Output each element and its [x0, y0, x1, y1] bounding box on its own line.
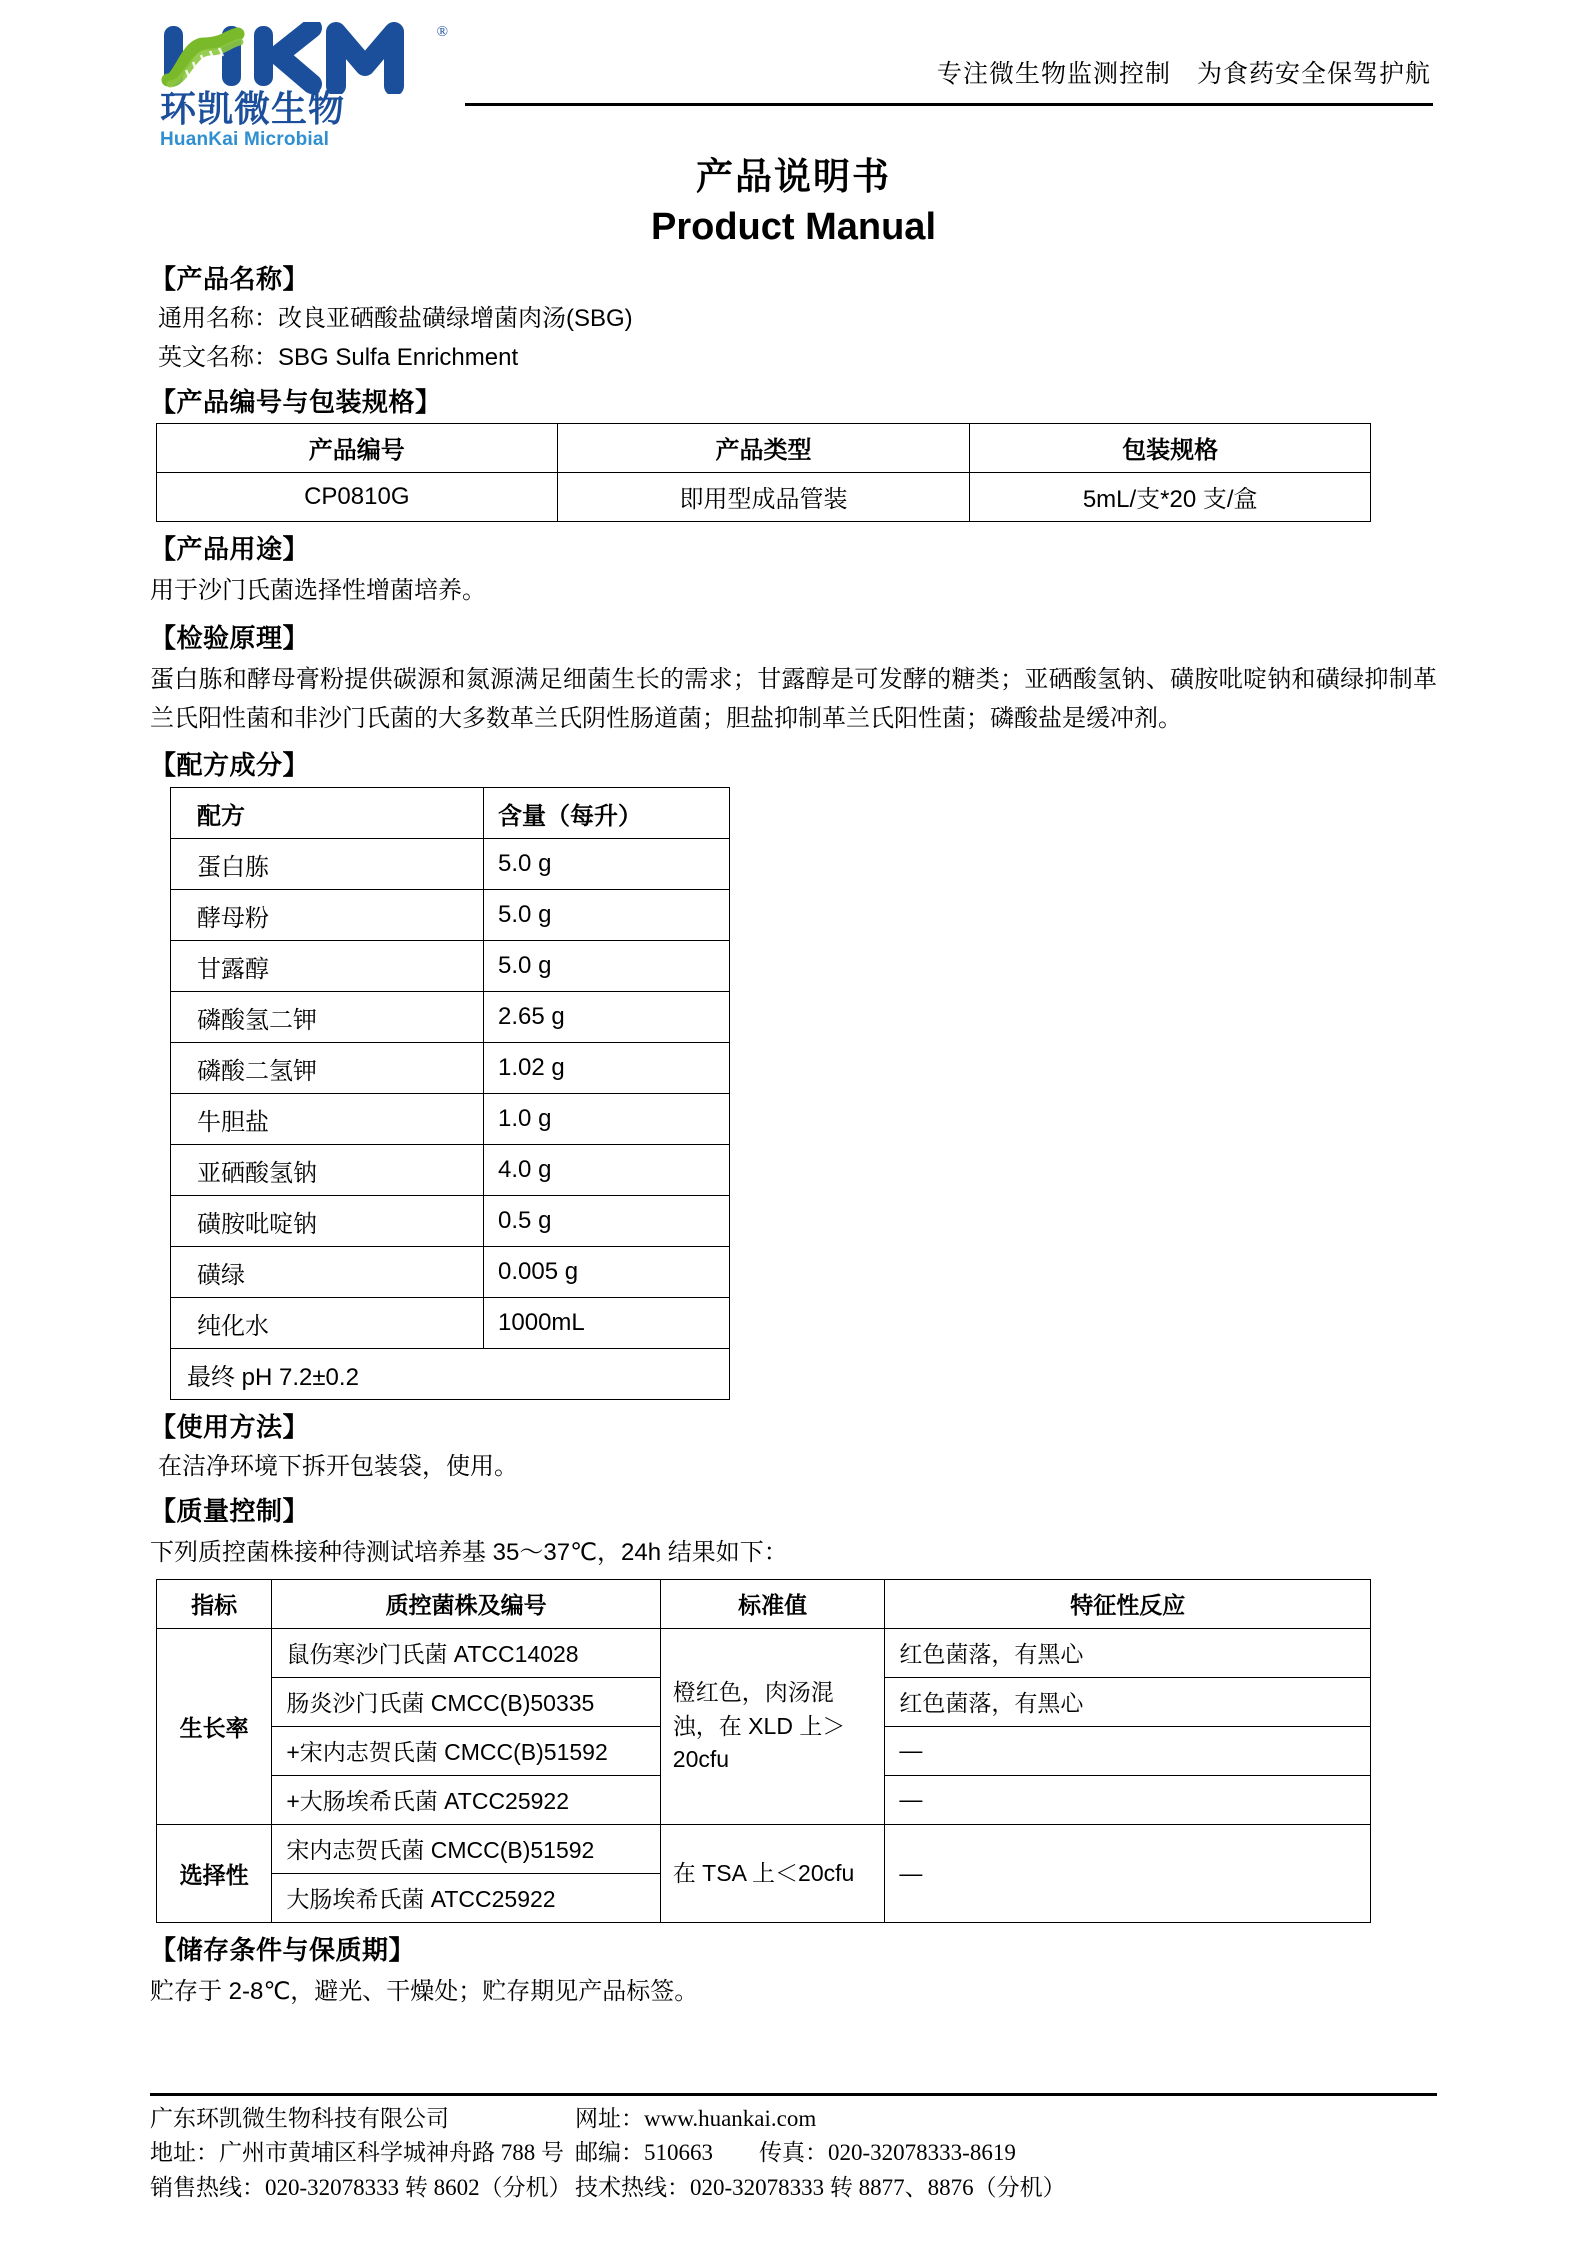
table-row — [157, 1824, 1371, 1873]
ingredient-amount: 0.5 g — [484, 1196, 730, 1247]
ingredient-name: 亚硒酸氢钠 — [171, 1145, 484, 1196]
quality-control-table — [156, 1579, 1371, 1923]
ingredient-amount: 0.005 g — [484, 1247, 730, 1298]
table-row — [171, 839, 730, 890]
table-row — [171, 1298, 730, 1349]
table-row — [171, 941, 730, 992]
section-heading-purpose: 【产品用途】 — [150, 533, 310, 564]
formula-col-amount: 含量（每升） — [484, 788, 730, 839]
ingredient-name: 酵母粉 — [171, 890, 484, 941]
page-header — [150, 0, 1437, 150]
page-title-cn: 产品说明书 — [696, 156, 891, 197]
ingredient-name: 磷酸二氢钾 — [171, 1043, 484, 1094]
registered-trademark-icon: ® — [436, 24, 448, 40]
formula-table-body — [171, 839, 730, 1400]
footer-column-right — [575, 2102, 1437, 2206]
qc-strain: +宋内志贺氏菌 CMCC(B)51592 — [272, 1726, 660, 1775]
qc-strain: +大肠埃希氏菌 ATCC25922 — [272, 1775, 660, 1824]
qc-col-index: 指标 — [157, 1579, 272, 1628]
table-row — [171, 992, 730, 1043]
page-title-en: Product Manual — [650, 206, 937, 248]
table-row — [171, 1247, 730, 1298]
ingredient-amount: 1.02 g — [484, 1043, 730, 1094]
ingredient-amount: 4.0 g — [484, 1145, 730, 1196]
ingredient-name: 甘露醇 — [171, 941, 484, 992]
logo-company-name-cn: 环凯微生物 — [160, 88, 346, 129]
product-english-name — [158, 342, 1437, 374]
quality-intro-text: 下列质控菌株接种待测试培养基 35～37℃，24h 结果如下： — [150, 1538, 788, 1566]
spec-value-package: 5mL/支*20 支/盒 — [970, 472, 1371, 521]
ingredient-amount: 1.0 g — [484, 1094, 730, 1145]
qc-reaction: — — [885, 1775, 1371, 1824]
table-header-row — [157, 423, 1371, 472]
ingredient-name: 磺胺吡啶钠 — [171, 1196, 484, 1247]
method-text: 在洁净环境下拆开包装袋，使用。 — [158, 1453, 518, 1481]
footer-company-name: 广东环凯微生物科技有限公司 — [150, 2105, 449, 2131]
section-heading-spec: 【产品编号与包装规格】 — [150, 386, 442, 417]
spec-col-type: 产品类型 — [557, 423, 970, 472]
ingredient-amount: 5.0 g — [484, 839, 730, 890]
table-row — [157, 472, 1371, 521]
logo-company-name-en: HuanKai Microbial — [160, 128, 330, 150]
header-divider — [465, 103, 1433, 106]
product-english-name-label: 英文名称： — [158, 344, 278, 372]
section-heading-principle: 【检验原理】 — [150, 622, 310, 653]
qc-strain: 肠炎沙门氏菌 CMCC(B)50335 — [272, 1677, 660, 1726]
table-header-row — [171, 788, 730, 839]
product-common-name-value: 改良亚硒酸盐磺绿增菌肉汤(SBG) — [278, 305, 633, 332]
section-heading-quality: 【质量控制】 — [150, 1495, 310, 1526]
footer-tech-hotline: 技术热线：020-32078333 转 8877、8876（分机） — [575, 2174, 1066, 2200]
qc-reaction: 红色菌落，有黑心 — [885, 1628, 1371, 1677]
section-heading-method: 【使用方法】 — [150, 1412, 310, 1443]
page-footer — [150, 2093, 1437, 2206]
section-heading-storage: 【储存条件与保质期】 — [150, 1934, 416, 1965]
ingredient-name: 磷酸氢二钾 — [171, 992, 484, 1043]
ingredient-name: 纯化水 — [171, 1298, 484, 1349]
table-row — [171, 1043, 730, 1094]
footer-divider — [150, 2093, 1437, 2096]
footer-column-left — [150, 2102, 575, 2206]
table-header-row — [157, 1579, 1371, 1628]
ingredient-amount: 5.0 g — [484, 890, 730, 941]
ingredient-amount: 1000mL — [484, 1298, 730, 1349]
ingredient-name: 牛胆盐 — [171, 1094, 484, 1145]
formula-col-ingredient: 配方 — [171, 788, 484, 839]
qc-reaction: — — [885, 1726, 1371, 1775]
final-ph-value: 最终 pH 7.2±0.2 — [171, 1349, 730, 1400]
header-tagline: 专注微生物监测控制 为食药安全保驾护航 — [936, 60, 1431, 88]
table-row-ph — [171, 1349, 730, 1400]
purpose-text: 用于沙门氏菌选择性增菌培养。 — [150, 576, 486, 604]
qc-strain: 大肠埃希氏菌 ATCC25922 — [272, 1873, 660, 1922]
ingredient-name: 蛋白胨 — [171, 839, 484, 890]
formula-table — [170, 787, 730, 1400]
qc-index-selectivity: 选择性 — [157, 1824, 272, 1922]
spec-col-package: 包装规格 — [970, 423, 1371, 472]
spec-value-code: CP0810G — [157, 472, 558, 521]
qc-index-growth-rate: 生长率 — [157, 1628, 272, 1824]
storage-text: 贮存于 2-8℃，避光、干燥处；贮存期见产品标签。 — [150, 1977, 699, 2005]
qc-standard-growth-rate: 橙红色，肉汤混浊，在 XLD 上＞20cfu — [660, 1628, 885, 1824]
spec-table — [156, 423, 1371, 522]
table-row — [171, 1196, 730, 1247]
footer-website: 网址：www.huankai.com — [575, 2105, 817, 2131]
qc-col-reaction: 特征性反应 — [885, 1579, 1371, 1628]
product-common-name-label: 通用名称： — [158, 305, 278, 332]
qc-strain: 宋内志贺氏菌 CMCC(B)51592 — [272, 1824, 660, 1873]
qc-reaction: — — [885, 1824, 1371, 1922]
table-row — [171, 890, 730, 941]
qc-col-standard: 标准值 — [660, 1579, 885, 1628]
spec-value-type: 即用型成品管装 — [557, 472, 970, 521]
hkm-logo-mark — [160, 22, 450, 94]
table-row — [171, 1094, 730, 1145]
section-heading-formula: 【配方成分】 — [150, 750, 310, 781]
product-english-name-value: SBG Sulfa Enrichment — [278, 344, 519, 372]
ingredient-amount: 5.0 g — [484, 941, 730, 992]
footer-address: 地址：广州市黄埔区科学城神舟路 788 号 — [150, 2140, 564, 2165]
principle-text: 蛋白胨和酵母膏粉提供碳源和氮源满足细菌生长的需求；甘露醇是可发酵的糖类；亚硒酸氢钠、磺胺吡啶钠和磺绿抑制革兰氏阳性菌和非沙门氏菌的大多数革兰氏阴性肠道菌；胆盐抑制革兰氏阳性菌；磷酸盐是缓冲剂。 — [150, 665, 1437, 732]
qc-standard-selectivity: 在 TSA 上＜20cfu — [660, 1824, 885, 1922]
footer-postcode-fax: 邮编：510663 传真：020-32078333-8619 — [575, 2140, 1016, 2165]
footer-sales-hotline: 销售热线：020-32078333 转 8602（分机） — [150, 2174, 572, 2200]
qc-strain: 鼠伤寒沙门氏菌 ATCC14028 — [272, 1628, 660, 1677]
quality-control-table-body — [157, 1628, 1371, 1922]
section-heading-product-name: 【产品名称】 — [150, 264, 310, 294]
hkm-logo-icon — [160, 22, 450, 94]
footer-content — [150, 2102, 1437, 2206]
product-common-name — [158, 303, 1437, 335]
ingredient-name: 磺绿 — [171, 1247, 484, 1298]
spec-col-code: 产品编号 — [157, 423, 558, 472]
qc-col-strain: 质控菌株及编号 — [272, 1579, 660, 1628]
ingredient-amount: 2.65 g — [484, 992, 730, 1043]
table-row — [171, 1145, 730, 1196]
table-row — [157, 1628, 1371, 1677]
company-logo — [160, 22, 460, 151]
qc-reaction: 红色菌落，有黑心 — [885, 1677, 1371, 1726]
